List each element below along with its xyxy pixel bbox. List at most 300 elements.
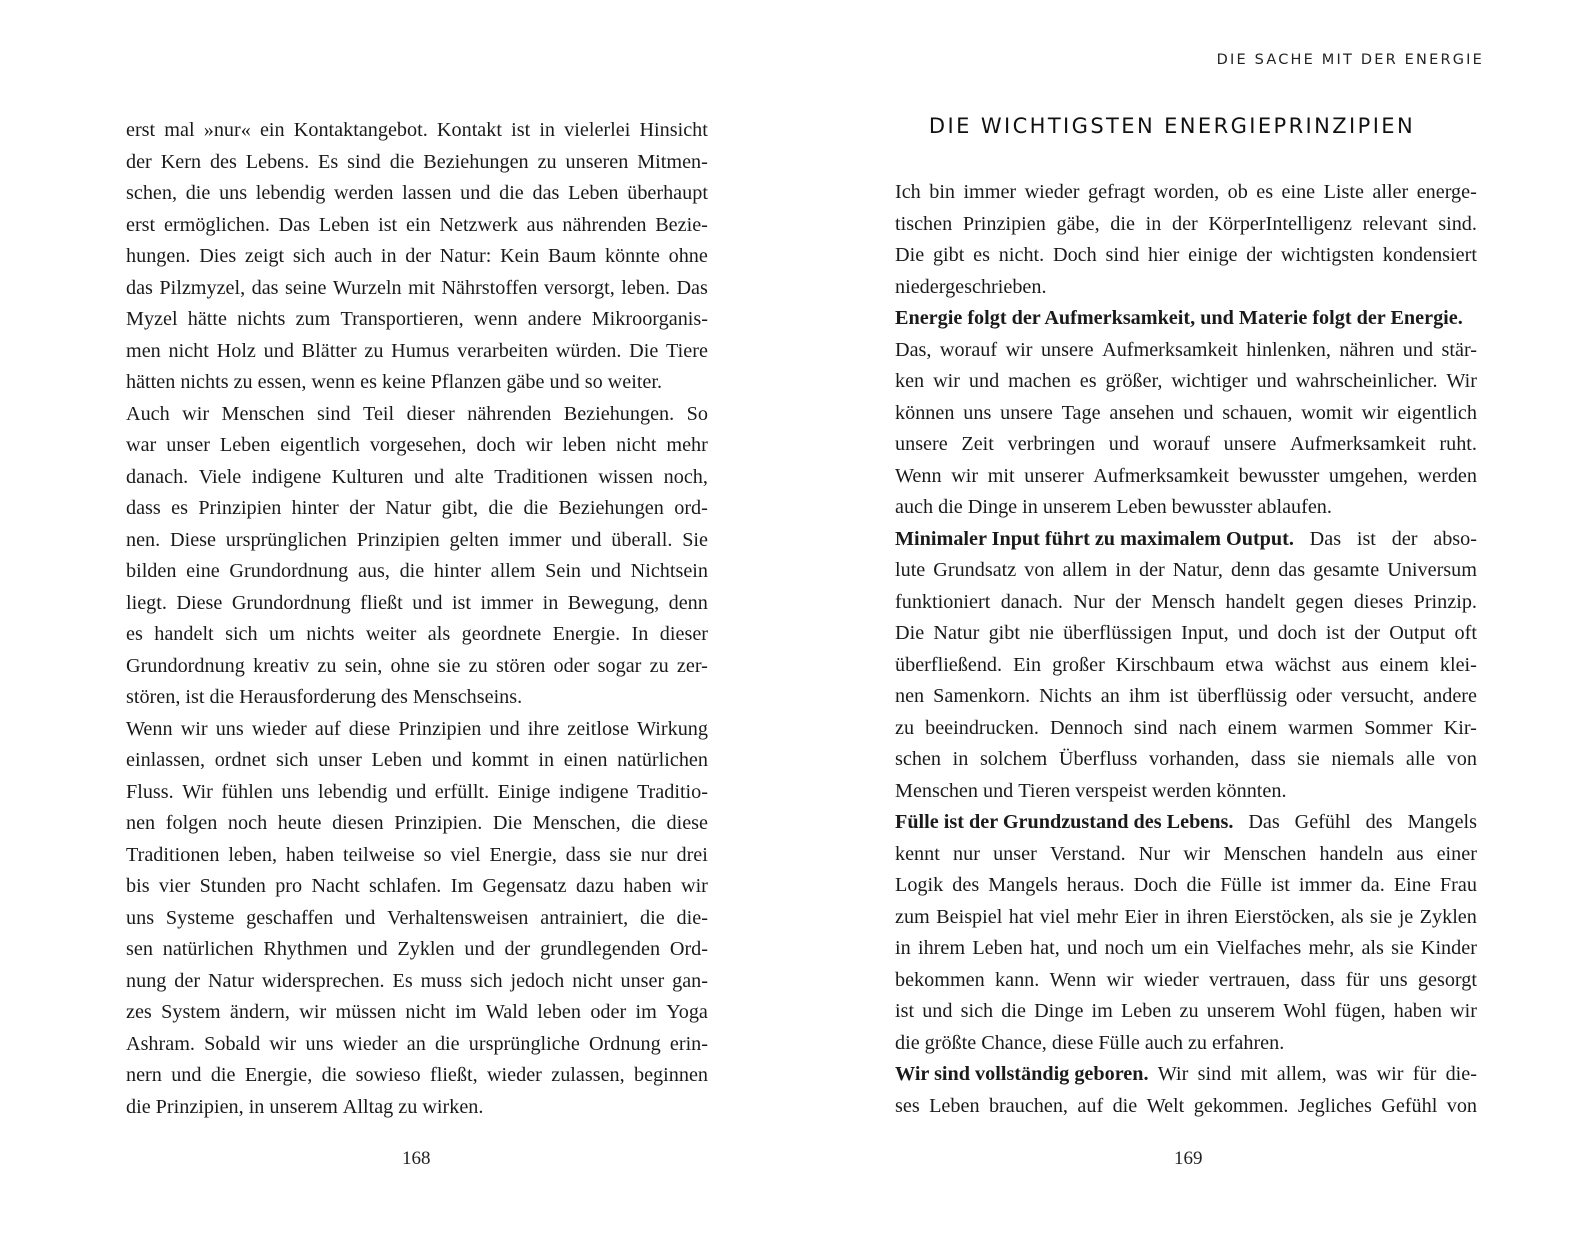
word: Wenn: [895, 464, 942, 487]
text-line: [126, 273, 708, 305]
word: zulassen,: [551, 1064, 625, 1086]
word: der: [504, 938, 531, 960]
word: dazu: [575, 875, 615, 897]
word: Verhaltensweisen: [387, 906, 529, 929]
word: Menschen: [1223, 842, 1307, 865]
word: einer: [1436, 842, 1477, 865]
word: es: [973, 244, 990, 266]
word: oder: [553, 654, 590, 677]
word: uns: [215, 717, 244, 740]
word: gesorgt: [1417, 968, 1477, 991]
word: dieser: [406, 402, 455, 425]
word: könnten.: [1216, 779, 1287, 802]
text-line: [895, 996, 1477, 1028]
word: eigentlich: [1397, 401, 1477, 424]
word: uns: [219, 182, 248, 204]
word: nicht: [405, 1001, 446, 1023]
word: wächst: [1274, 653, 1331, 676]
word: wieder: [342, 1032, 398, 1055]
word: nen.: [126, 528, 161, 551]
text-line: [126, 966, 708, 998]
word: erst: [126, 119, 156, 141]
word: Leben: [568, 182, 619, 204]
word: überflüssigen: [1063, 622, 1172, 644]
word: der: [1354, 622, 1380, 644]
word: alte: [454, 465, 484, 488]
word: vielerlei: [564, 119, 631, 141]
word: versorgt,: [543, 276, 615, 299]
word: würden.: [555, 339, 622, 362]
word: wir: [1106, 968, 1134, 991]
word: nern: [126, 1064, 162, 1086]
text-line: [895, 776, 1477, 808]
word: ansehen: [1109, 401, 1175, 424]
text-line: [126, 115, 708, 147]
word: uns: [963, 401, 992, 424]
word: Universum: [1387, 559, 1477, 581]
word: Prinzipien: [356, 528, 440, 551]
word: Es: [318, 150, 339, 173]
word: kommt: [471, 749, 529, 771]
word: Beziehungen: [558, 497, 664, 519]
word: im: [635, 1001, 657, 1023]
text-line: [895, 209, 1477, 241]
text-line: [126, 462, 708, 494]
word: mit: [408, 276, 435, 299]
word: die: [321, 1064, 347, 1086]
text-line: [895, 713, 1477, 745]
word: Welt: [1146, 1094, 1185, 1117]
word: wir: [1183, 842, 1211, 865]
word: größer,: [1105, 370, 1163, 392]
word: Wald: [485, 1001, 528, 1023]
word: zu: [468, 654, 488, 677]
word: die: [1112, 1094, 1138, 1117]
text-line: [895, 744, 1477, 776]
word: und: [345, 906, 376, 929]
word: Leben: [219, 434, 271, 456]
word: abso-: [1433, 527, 1477, 550]
word: überall.: [611, 528, 673, 551]
word: muss: [420, 969, 463, 992]
word: in: [542, 591, 559, 614]
word: lassen: [402, 182, 452, 204]
word: Die: [492, 812, 523, 834]
word: Ashram.: [126, 1032, 195, 1055]
word: gan-: [672, 969, 708, 992]
word: andere: [527, 308, 582, 330]
word: natürlichen: [617, 749, 708, 771]
text-line: [895, 1059, 1477, 1091]
word: ein: [405, 213, 431, 236]
word: Zyklen: [397, 938, 455, 960]
word: ist: [1325, 622, 1345, 644]
word: noch: [227, 812, 268, 834]
word: die: [185, 182, 211, 204]
word: großer: [1052, 653, 1105, 676]
word: die: [1001, 1000, 1026, 1022]
word: erfüllt.: [434, 780, 490, 803]
word: Natur:: [439, 245, 492, 267]
word: die: [640, 906, 665, 929]
word: ruht.: [1439, 433, 1477, 455]
text-line: [126, 241, 708, 273]
word: oder: [1295, 685, 1332, 707]
bold-lead-in: Wir sind vollständig geboren.: [895, 1063, 1149, 1085]
word: Leben: [1116, 496, 1167, 518]
word: des: [209, 150, 237, 173]
word: dass: [1250, 748, 1286, 770]
word: Wenn: [1049, 968, 1097, 991]
word: und: [171, 1064, 202, 1086]
word: Die: [895, 622, 925, 644]
word: so: [423, 843, 442, 866]
right-body-text: [895, 177, 1477, 1122]
text-line: [895, 366, 1477, 398]
word: Menschen,: [532, 812, 621, 834]
word: dieser: [659, 623, 708, 645]
text-line: [126, 682, 708, 714]
word: Dies: [199, 245, 237, 267]
word: allem: [490, 560, 536, 582]
word: sind: [316, 402, 351, 425]
word: ist: [895, 1000, 915, 1022]
word: unsere: [895, 433, 948, 455]
word: es: [171, 497, 188, 519]
word: überhaupt: [627, 182, 708, 204]
word: Doch: [1133, 874, 1178, 896]
word: für: [1412, 1063, 1437, 1085]
word: die: [399, 560, 425, 582]
word: fließt: [360, 591, 403, 614]
word: lebendig: [255, 182, 326, 204]
word: mit: [987, 464, 1015, 487]
word: Das: [1248, 811, 1280, 833]
text-line: [895, 618, 1477, 650]
word: nicht: [168, 339, 209, 362]
word: bewusster: [1171, 496, 1253, 518]
word: leben: [562, 434, 607, 456]
word: sen: [126, 938, 153, 960]
word: kennt: [895, 842, 940, 865]
word: immer: [963, 181, 1017, 203]
word: ses: [895, 1094, 920, 1117]
word: brauchen,: [988, 1094, 1068, 1117]
word: versucht,: [1340, 685, 1415, 707]
word: Überfluss: [1058, 748, 1138, 770]
word: im: [455, 1001, 477, 1023]
word: solchem: [979, 748, 1048, 770]
word: Wurzeln: [332, 276, 402, 299]
word: werden: [1417, 464, 1477, 487]
word: hätten: [126, 371, 176, 393]
word: sich: [470, 969, 503, 992]
text-line: [126, 525, 708, 557]
word: in: [539, 119, 556, 141]
word: Myzel: [126, 308, 178, 330]
word: ändern,: [229, 1001, 290, 1023]
word: mehr,: [1308, 937, 1355, 959]
word: die: [434, 1032, 460, 1055]
text-line: [126, 997, 708, 1029]
text-line: [126, 304, 708, 336]
word: dass: [565, 843, 601, 866]
word: Herausforderung: [239, 686, 376, 708]
word: oft: [1454, 622, 1477, 644]
word: hinlenken,: [1246, 338, 1331, 361]
word: auch: [1144, 1031, 1183, 1054]
word: bin: [929, 181, 956, 203]
word: werden: [334, 182, 394, 204]
word: klei-: [1439, 653, 1477, 676]
word: Kulturen: [331, 465, 404, 488]
word: Energie,: [489, 843, 557, 866]
word: der: [126, 150, 152, 173]
word: allem: [1062, 559, 1108, 581]
word: und: [1183, 401, 1214, 424]
word: und: [357, 938, 388, 960]
word: danach.: [1000, 590, 1063, 613]
word: und: [982, 779, 1014, 802]
text-line: [126, 147, 708, 179]
text-line: [895, 555, 1477, 587]
word: wir: [933, 370, 960, 392]
word: da.: [1360, 874, 1385, 896]
word: immer: [480, 591, 534, 614]
word: Prinzipien.: [394, 812, 483, 834]
word: der: [174, 969, 201, 992]
word: die: [631, 812, 656, 834]
word: nur: [640, 843, 668, 866]
word: denn: [1230, 559, 1271, 581]
word: unsere: [1223, 433, 1277, 455]
word: unser: [166, 434, 210, 456]
word: auch: [895, 496, 934, 518]
word: Energie.: [552, 623, 621, 645]
text-line: [126, 714, 708, 746]
word: worauf: [1152, 433, 1210, 455]
word: sie: [1391, 937, 1414, 959]
word: Auch: [126, 402, 170, 425]
word: gegen: [1295, 590, 1344, 613]
word: Das: [676, 276, 708, 299]
word: verarbeiten: [457, 339, 549, 362]
text-line: [126, 336, 708, 368]
word: Prinzipien: [398, 717, 482, 740]
word: die: [126, 1095, 151, 1118]
word: Verstand.: [1049, 842, 1126, 865]
word: Kontaktangebot.: [293, 119, 428, 141]
word: einem: [1227, 716, 1278, 739]
word: uns: [1379, 968, 1408, 991]
word: etwa: [1225, 653, 1264, 676]
word: die-: [1445, 1063, 1477, 1085]
word: allem,: [1276, 1063, 1327, 1085]
word: sind.: [1438, 212, 1477, 235]
word: Gegensatz: [482, 875, 567, 897]
word: Prinzipien,: [155, 1095, 244, 1118]
word: wir: [299, 1001, 327, 1023]
word: im: [1091, 1000, 1113, 1022]
word: zu: [649, 654, 669, 677]
word: wenn: [473, 308, 518, 330]
word: nähren: [1339, 338, 1395, 361]
text-line: [126, 934, 708, 966]
word: Nährstoffen: [441, 276, 538, 299]
word: die: [1110, 212, 1135, 235]
word: Grundordnung: [231, 591, 351, 614]
word: in: [1164, 905, 1181, 928]
word: an: [406, 1032, 426, 1055]
word: gibt: [932, 244, 965, 266]
word: unseren: [565, 150, 629, 173]
word: Gefühl: [1294, 811, 1351, 833]
word: wir: [1005, 338, 1033, 361]
word: wir: [680, 875, 708, 897]
word: Ordnung: [588, 1032, 661, 1055]
word: heute: [277, 812, 322, 834]
word: »nur«: [203, 119, 251, 141]
text-line: [126, 903, 708, 935]
word: der: [1115, 590, 1141, 613]
word: und: [460, 182, 491, 204]
word: und: [1108, 433, 1140, 455]
word: nichts: [180, 371, 229, 393]
word: Einige: [497, 780, 551, 803]
word: leben,: [228, 843, 278, 866]
word: und: [571, 528, 602, 551]
word: diese: [348, 717, 391, 740]
word: Prinzip.: [1413, 590, 1477, 613]
word: weiter: [365, 623, 417, 645]
word: hätte: [187, 308, 227, 330]
word: Wir: [182, 780, 213, 803]
word: dass: [126, 497, 161, 519]
word: Grundsatz: [933, 559, 1017, 581]
word: eigentlich: [280, 434, 360, 456]
word: machen: [1008, 370, 1071, 392]
word: zum: [295, 308, 331, 330]
word: energe-: [1416, 181, 1477, 203]
text-line: [126, 651, 708, 683]
word: Nur: [1138, 842, 1171, 865]
word: denn: [668, 591, 708, 614]
word: weiter.: [607, 371, 663, 393]
word: Tieren: [1018, 779, 1071, 802]
word: das: [1278, 559, 1306, 581]
word: zu: [1187, 1031, 1207, 1054]
word: zu: [895, 716, 915, 739]
word: Diese: [176, 591, 223, 614]
word: das: [532, 182, 560, 204]
word: Beziehungen: [423, 150, 529, 173]
text-line: [895, 303, 1477, 335]
word: haben: [623, 875, 672, 897]
word: viel: [450, 843, 481, 866]
word: ist: [378, 213, 398, 236]
word: die: [210, 1064, 236, 1086]
word: wieder: [1024, 181, 1080, 203]
word: mit: [1240, 1063, 1268, 1085]
word: Mitmen-: [637, 150, 708, 173]
word: stär-: [1441, 338, 1477, 361]
word: zu: [398, 1095, 418, 1118]
word: die: [499, 182, 524, 204]
word: wahrscheinlicher.: [1295, 370, 1438, 392]
word: von: [1446, 1094, 1477, 1117]
word: Zyklen: [1419, 905, 1477, 928]
word: Das: [1309, 527, 1342, 550]
word: aus: [526, 213, 554, 236]
word: seine: [284, 276, 327, 299]
word: unsere: [1000, 401, 1053, 424]
word: Nichts: [1039, 685, 1092, 707]
word: fügen,: [1334, 1000, 1386, 1022]
word: jedoch: [510, 969, 565, 992]
word: worden,: [1153, 181, 1220, 203]
word: gefragt: [1087, 181, 1146, 203]
word: der: [1139, 559, 1165, 581]
word: noch: [1104, 937, 1144, 959]
left-body-text: [126, 115, 708, 1123]
word: vorgesehen,: [369, 434, 467, 456]
word: Traditionen: [126, 843, 220, 866]
word: Alltag: [342, 1095, 394, 1118]
text-line: [126, 619, 708, 651]
word: niemals: [1331, 748, 1395, 770]
word: das: [251, 276, 279, 299]
word: Sein: [545, 560, 582, 582]
word: beginnen: [634, 1064, 708, 1086]
word: in: [248, 1095, 265, 1118]
word: wirken.: [422, 1095, 484, 1118]
word: nährenden: [562, 213, 647, 236]
word: zu: [233, 371, 253, 393]
word: ihm: [1128, 685, 1161, 707]
word: ist: [1356, 527, 1376, 550]
word: sind: [347, 150, 381, 173]
word: sie: [1297, 748, 1320, 770]
text-line: [895, 335, 1477, 367]
word: Natur: [933, 622, 980, 644]
word: Doch: [1053, 244, 1097, 266]
word: doch: [1277, 622, 1317, 644]
word: und: [549, 371, 580, 393]
word: oder: [590, 1001, 627, 1023]
word: wenn: [311, 371, 356, 393]
word: auf: [1077, 1094, 1104, 1117]
word: sich: [225, 623, 258, 645]
text-line: [126, 871, 708, 903]
word: des: [952, 874, 980, 896]
word: Eine: [1393, 874, 1431, 896]
word: bekommen: [895, 968, 985, 991]
word: könnte: [604, 245, 660, 267]
word: Yoga: [666, 1001, 708, 1023]
word: hinter: [433, 560, 481, 582]
word: Output: [1389, 622, 1446, 644]
word: vertrauen,: [1209, 968, 1291, 991]
word: zes: [126, 1001, 152, 1023]
word: wieder: [486, 1064, 542, 1086]
word: von: [1446, 748, 1477, 770]
word: lebendig: [317, 780, 388, 803]
word: Mensch: [1151, 590, 1216, 613]
word: sowieso: [355, 1064, 421, 1086]
word: nicht.: [998, 244, 1045, 266]
word: Grundordnung: [126, 654, 245, 677]
word: Beziehungen.: [563, 402, 675, 425]
